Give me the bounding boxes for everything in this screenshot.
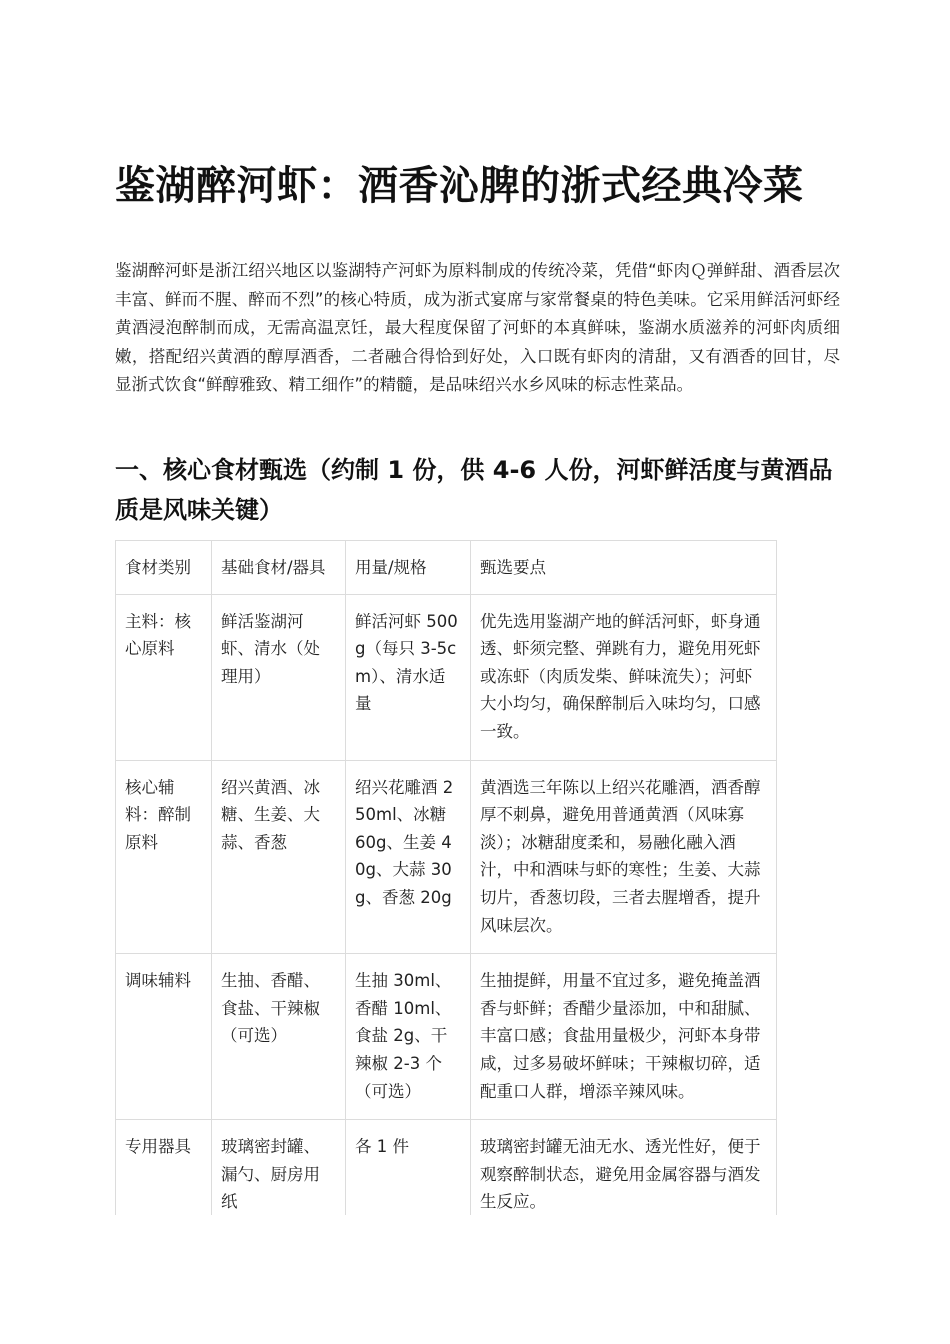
section-heading-ingredients: 一、核心食材甄选（约制 1 份，供 4-6 人份，河虾鲜活度与黄酒品质是风味关键） (115, 456, 833, 524)
cell-amount: 各 1 件 (346, 1120, 471, 1215)
table-row (116, 954, 777, 1120)
cell-items: 生抽、香醋、食盐、干辣椒（可选） (212, 954, 346, 1120)
cell-amount: 生抽 30ml、香醋 10ml、食盐 2g、干辣椒 2-3 个（可选） (346, 954, 471, 1120)
cell-notes: 玻璃密封罐无油无水、透光性好，便于观察醉制状态，避免用金属容器与酒发生反应。 (471, 1120, 777, 1215)
cell-category: 专用器具 (116, 1120, 212, 1215)
page-title: 鉴湖醉河虾：酒香沁脾的浙式经典冷菜 (115, 163, 804, 209)
header-items: 基础食材/器具 (212, 541, 346, 595)
cell-items: 绍兴黄酒、冰糖、生姜、大蒜、香葱 (212, 760, 346, 954)
header-amount: 用量/规格 (346, 541, 471, 595)
cell-items: 鲜活鉴湖河虾、清水（处理用） (212, 594, 346, 760)
table-header-row (116, 541, 777, 595)
cell-notes: 黄酒选三年陈以上绍兴花雕酒，酒香醇厚不刺鼻，避免用普通黄酒（风味寡淡）；冰糖甜度柔和，易融化融入酒汁，中和酒味与虾的寒性；生姜、大蒜切片，香葱切段，三者去腥增香，提升风味层次。 (471, 760, 777, 954)
header-category: 食材类别 (116, 541, 212, 595)
header-notes: 甄选要点 (471, 541, 777, 595)
table-row (116, 760, 777, 954)
cell-category: 调味辅料 (116, 954, 212, 1120)
table-row (116, 594, 777, 760)
cell-notes: 优先选用鉴湖产地的鲜活河虾，虾身通透、虾须完整、弹跳有力，避免用死虾或冻虾（肉质发柴、鲜味流失）；河虾大小均匀，确保醉制后入味均匀，口感一致。 (471, 594, 777, 760)
ingredients-table (115, 540, 777, 1215)
cell-category: 主料：核心原料 (116, 594, 212, 760)
cell-items: 玻璃密封罐、漏勺、厨房用纸 (212, 1120, 346, 1215)
cell-category: 核心辅料：醉制原料 (116, 760, 212, 954)
table-row (116, 1120, 777, 1215)
cell-amount: 鲜活河虾 500g（每只 3-5cm）、清水适量 (346, 594, 471, 760)
intro-paragraph: 鉴湖醉河虾是浙江绍兴地区以鉴湖特产河虾为原料制成的传统冷菜，凭借“虾肉Ｑ弹鲜甜、酒香层次丰富、鲜而不腥、醉而不烈”的核心特质，成为浙式宴席与家常餐桌的特色美味。它采用鲜活河虾经黄酒浸泡醉制而成，无需高温烹饪，最大程度保留了河虾的本真鲜味，鉴湖水质滋养的河虾肉质细嫩，搭配绍兴黄酒的醇厚酒香，二者融合得恰到好处，入口既有虾肉的清甜，又有酒香的回甘，尽显浙式饮食“鲜醇雅致、精工细作”的精髓，是品味绍兴水乡风味的标志性菜品。 (115, 261, 840, 395)
cell-notes: 生抽提鲜，用量不宜过多，避免掩盖酒香与虾鲜；香醋少量添加，中和甜腻、丰富口感；食盐用量极少，河虾本身带咸，过多易破坏鲜味；干辣椒切碎，适配重口人群，增添辛辣风味。 (471, 954, 777, 1120)
cell-amount: 绍兴花雕酒 250ml、冰糖 60g、生姜 40g、大蒜 30g、香葱 20g (346, 760, 471, 954)
